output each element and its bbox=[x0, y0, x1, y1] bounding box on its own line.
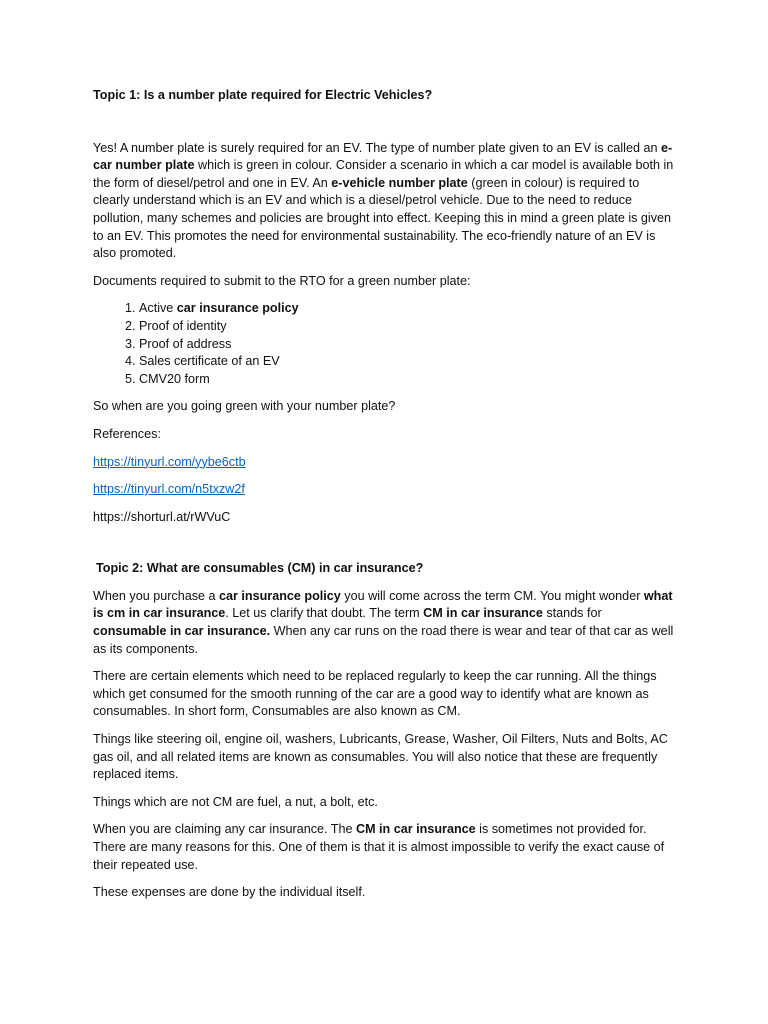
list-item: 5. CMV20 form bbox=[139, 371, 678, 389]
topic2-paragraph-6: These expenses are done by the individual itself. bbox=[93, 885, 366, 900]
bold-term: car insurance policy bbox=[219, 588, 341, 603]
bold-term: e-vehicle number plate bbox=[331, 175, 468, 190]
bold-term: CM in car insurance bbox=[355, 822, 476, 837]
documents-intro: Documents required to submit to the RTO for a green number plate: bbox=[93, 273, 471, 288]
text-run: is sometimes not provided for. There are many reasons for this. One of them is that it is almost impossible to verify the exact cause of their repeated use. bbox=[93, 822, 665, 872]
reference-item bbox=[93, 481, 678, 499]
topic1-paragraph bbox=[93, 140, 678, 263]
text-run: When any car runs on the road there is wear and tear of that car as well as its components. bbox=[93, 624, 674, 656]
bold-term: car insurance policy bbox=[176, 301, 299, 316]
documents-list bbox=[93, 300, 678, 388]
reference-link-2[interactable]: https://tinyurl.com/n5txzw2f bbox=[93, 482, 245, 497]
topic2-paragraph-4: Things which are not CM are fuel, a nut, a bolt, etc. bbox=[93, 794, 378, 809]
text-run: stands for bbox=[542, 606, 602, 621]
list-item: 3. Proof of address bbox=[139, 336, 678, 354]
topic2-paragraph-2: There are certain elements which need to be replaced regularly to keep the car running. All the things which get consumed for the smooth running of the car are a good way to identify what are known as consumables. In short form, Consumables are also known as CM. bbox=[93, 669, 657, 719]
bold-term: e-car number plate bbox=[93, 140, 673, 173]
reference-item bbox=[93, 454, 678, 472]
list-item: 4. Sales certificate of an EV bbox=[139, 353, 678, 371]
references-label: References: bbox=[93, 426, 161, 441]
text-run: (green in colour) is required to clearly understand which is an EV and which is a diesel/petrol vehicle. Due to the need to reduce pollution, many schemes and policies are brought into effect. Keeping this in mind a green plate is given to an EV. This promotes the need for environmental sustainability. The eco-friendly nature of an EV is also promoted. bbox=[93, 175, 672, 261]
bold-term: consumable in car insurance. bbox=[93, 624, 271, 639]
list-item: 2. Proof of identity bbox=[139, 318, 678, 336]
text-run: which is green in colour. Consider a scenario in which a car model is available both in the form of diesel/petrol and one in EV. An bbox=[93, 158, 674, 190]
topic2-paragraph-1 bbox=[93, 588, 678, 658]
bold-term: what is cm in car insurance bbox=[93, 588, 673, 621]
text-run: . Let us clarify that doubt. The term bbox=[225, 606, 424, 621]
topic2-paragraph-3: Things like steering oil, engine oil, washers, Lubricants, Grease, Washer, Oil Filters, Nuts and Bolts, AC gas oil, and all related items are known as consumables. You will also notice that these are frequently replaced items. bbox=[93, 732, 668, 782]
topic2-paragraph-5 bbox=[93, 821, 678, 874]
topic1-heading: Topic 1: Is a number plate required for Electric Vehicles? bbox=[93, 88, 433, 102]
text-run: When you purchase a bbox=[93, 588, 220, 603]
text-run: Active bbox=[139, 301, 177, 316]
closing-question: So when are you going green with your number plate? bbox=[93, 399, 396, 414]
reference-item: https://shorturl.at/rWVuC bbox=[93, 509, 231, 524]
list-item bbox=[139, 300, 678, 318]
bold-term: CM in car insurance bbox=[423, 606, 543, 621]
text-run: Yes! A number plate is surely required for an EV. The type of number plate given to an EV is called an bbox=[93, 140, 661, 155]
text-run: you will come across the term CM. You might wonder bbox=[340, 588, 644, 603]
spacer bbox=[93, 105, 678, 140]
reference-link-1[interactable]: https://tinyurl.com/yybe6ctb bbox=[93, 454, 246, 469]
spacer bbox=[93, 536, 678, 560]
text-run: When you are claiming any car insurance. The bbox=[93, 822, 356, 837]
topic2-heading: Topic 2: What are consumables (CM) in car insurance? bbox=[96, 561, 424, 576]
